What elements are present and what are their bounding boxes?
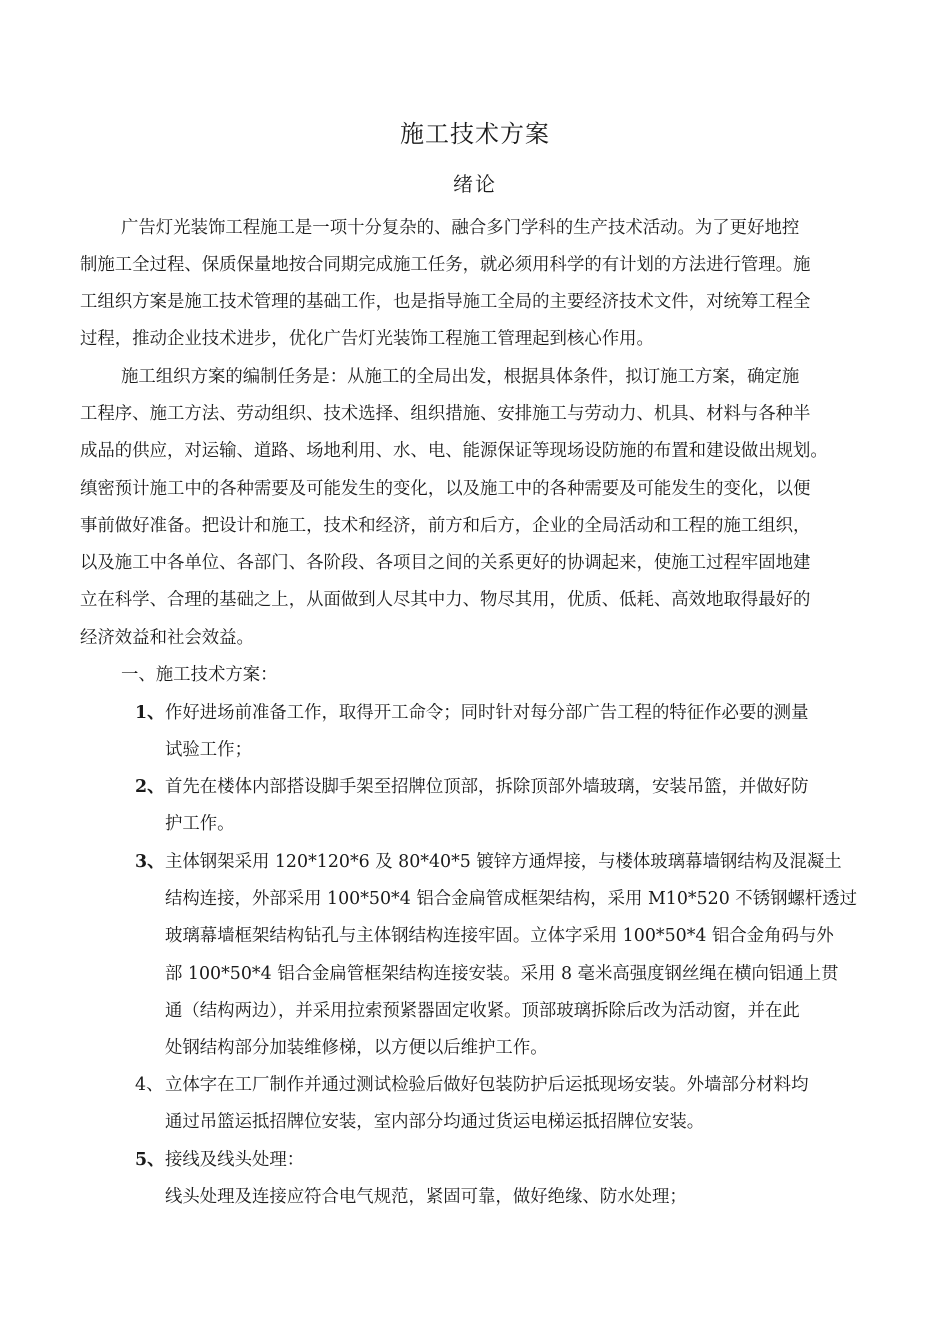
paragraph-line: 缜密预计施工中的各种需要及可能发生的变化，以及施工中的各种需要及可能发生的变化，以便: [80, 479, 811, 499]
paragraph-line: 工组织方案是施工技术管理的基础工作，也是指导施工全局的主要经济技术文件，对统筹工程全: [80, 292, 811, 312]
list-item-line: 试验工作；: [165, 740, 252, 760]
list-item-line: 处钢结构部分加装维修梯，以方便以后维护工作。: [165, 1038, 548, 1058]
list-item-line: 作好进场前准备工作，取得开工命令；同时针对每分部广告工程的特征作必要的测量: [165, 703, 809, 723]
paragraph-line: 事前做好准备。把设计和施工，技术和经济，前方和后方，企业的全局活动和工程的施工组织，: [80, 516, 811, 536]
list-item-line: 护工作。: [165, 814, 235, 834]
list-item-line: 玻璃幕墙框架结构钻孔与主体钢结构连接牢固。立体字采用 100*50*4 铝合金角码与外: [165, 926, 834, 946]
paragraph-line: 制施工全过程、保质保量地按合同期完成施工任务，就必须用科学的有计划的方法进行管理。施: [80, 255, 811, 275]
list-item-number: 5、: [135, 1150, 165, 1170]
list-item-number: 2、: [135, 777, 165, 797]
list-item-line: 接线及线头处理：: [165, 1150, 305, 1170]
paragraph-line: 经济效益和社会效益。: [80, 628, 254, 648]
section-heading: 一、施工技术方案：: [121, 665, 278, 685]
list-item-number: 1、: [135, 703, 165, 723]
paragraph-line: 工程序、施工方法、劳动组织、技术选择、组织措施、安排施工与劳动力、机具、材料与各种半: [80, 404, 811, 424]
list-item-line: 通过吊篮运抵招牌位安装，室内部分均通过货运电梯运抵招牌位安装。: [165, 1112, 705, 1132]
list-item-line: 通（结构两边），并采用拉索预紧器固定收紧。顶部玻璃拆除后改为活动窗，并在此: [165, 1001, 800, 1021]
list-item-number: 3、: [135, 852, 165, 872]
list-item-line: 部 100*50*4 铝合金扁管框架结构连接安装。采用 8 毫米高强度钢丝绳在横向铝通上贯: [165, 964, 839, 984]
list-item-line: 线头处理及连接应符合电气规范，紧固可靠，做好绝缘、防水处理；: [165, 1187, 687, 1207]
paragraph-line: 过程，推动企业技术进步，优化广告灯光装饰工程施工管理起到核心作用。: [80, 329, 654, 349]
list-item-line: 首先在楼体内部搭设脚手架至招牌位顶部，拆除顶部外墙玻璃，安装吊篮，并做好防: [165, 777, 809, 797]
paragraph-line: 施工组织方案的编制任务是：从施工的全局出发，根据具体条件，拟订施工方案，确定施: [121, 367, 800, 387]
list-item-line: 结构连接，外部采用 100*50*4 铝合金扁管成框架结构，采用 M10*520 不锈钢螺杆透过: [165, 889, 858, 909]
list-item-line: 立体字在工厂制作并通过测试检验后做好包装防护后运抵现场安装。外墙部分材料均: [165, 1075, 809, 1095]
paragraph-line: 以及施工中各单位、各部门、各阶段、各项目之间的关系更好的协调起来，使施工过程牢固地建: [80, 553, 811, 573]
paragraph-line: 广告灯光装饰工程施工是一项十分复杂的、融合多门学科的生产技术活动。为了更好地控: [121, 218, 800, 238]
list-item-number: 4、: [135, 1075, 164, 1095]
list-item-line: 主体钢架采用 120*120*6 及 80*40*5 镀锌方通焊接，与楼体玻璃幕墙钢结构及混凝土: [165, 852, 842, 872]
paragraph-line: 成品的供应，对运输、道路、场地利用、水、电、能源保证等现场设防施的布置和建设做出规划。: [80, 441, 828, 461]
document-subtitle: 绪论: [453, 172, 497, 196]
document-title: 施工技术方案: [400, 120, 550, 148]
paragraph-line: 立在科学、合理的基础之上，从面做到人尽其中力、物尽其用，优质、低耗、高效地取得最好的: [80, 590, 811, 610]
